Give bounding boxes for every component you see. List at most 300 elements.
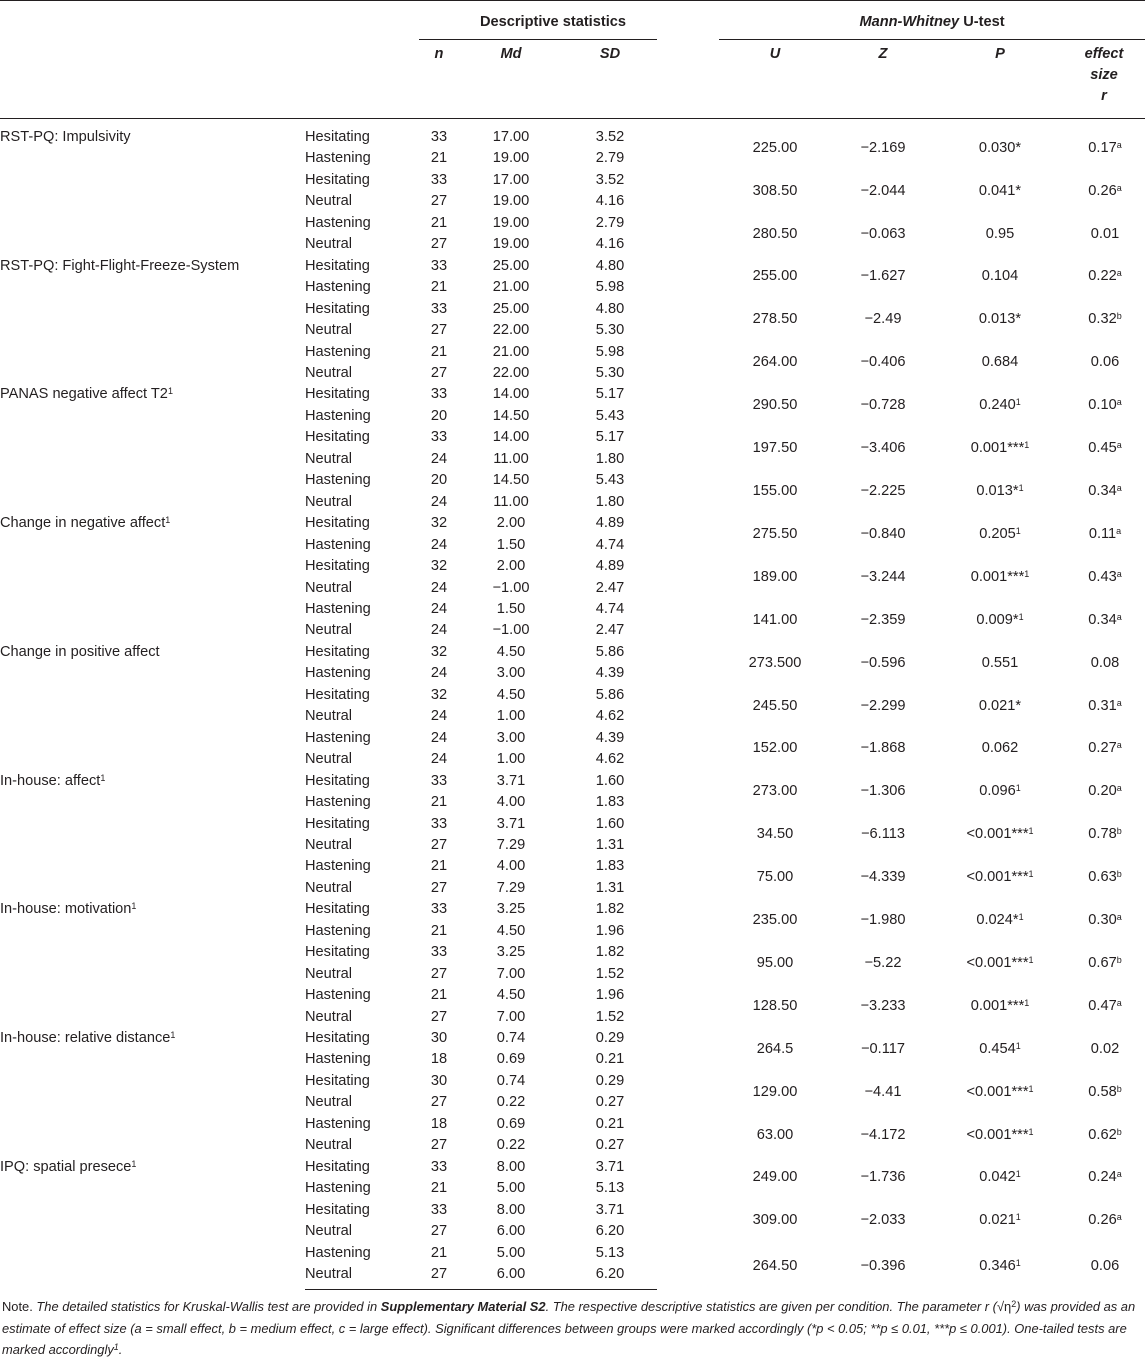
condition-cell: Hesitating bbox=[305, 429, 370, 446]
col-u-header: U bbox=[719, 40, 831, 119]
condition-cell: Hesitating bbox=[305, 643, 370, 660]
effect-size-sup: b bbox=[1116, 869, 1122, 880]
z-cell: −3.233 bbox=[860, 997, 906, 1014]
p-cell bbox=[935, 985, 1065, 1028]
sd-cell: 4.74 bbox=[595, 536, 625, 553]
n-cell: 27 bbox=[430, 879, 448, 896]
u-cell: 308.50 bbox=[752, 182, 798, 199]
p-value: <0.001*** bbox=[966, 954, 1029, 971]
effect-size-value: 0.10 bbox=[1088, 397, 1117, 414]
p-one-tailed-sup: 1 bbox=[1024, 440, 1030, 451]
p-one-tailed-sup: 1 bbox=[1018, 912, 1024, 923]
z-cell: −3.244 bbox=[860, 568, 906, 585]
effect-size-value: 0.43 bbox=[1088, 568, 1117, 585]
p-one-tailed-sup: 1 bbox=[1015, 1257, 1021, 1268]
p-value: 0.95 bbox=[985, 225, 1015, 242]
condition-cell: Hastening bbox=[305, 922, 371, 939]
condition-cell: Hesitating bbox=[305, 1201, 370, 1218]
effect-size-cell bbox=[1065, 556, 1145, 599]
condition-cell: Hastening bbox=[305, 214, 371, 231]
p-value: 0.062 bbox=[981, 740, 1019, 757]
z-cell: −1.736 bbox=[860, 1169, 906, 1186]
sd-cell: 2.47 bbox=[595, 622, 625, 639]
effect-size-value: 0.27 bbox=[1088, 740, 1117, 757]
md-cell: 14.50 bbox=[492, 472, 530, 489]
n-cell: 33 bbox=[430, 1158, 448, 1175]
sd-cell: 1.60 bbox=[595, 772, 625, 789]
sd-cell: 1.31 bbox=[595, 836, 625, 853]
col-sd-header: SD bbox=[563, 40, 657, 119]
z-cell: −3.406 bbox=[860, 440, 906, 457]
condition-cell: Neutral bbox=[305, 450, 353, 467]
n-cell: 21 bbox=[430, 987, 448, 1004]
sd-cell: 1.82 bbox=[595, 901, 625, 918]
u-cell: 75.00 bbox=[756, 869, 794, 886]
md-cell: 19.00 bbox=[492, 236, 530, 253]
p-cell bbox=[935, 728, 1065, 771]
md-cell: 1.50 bbox=[496, 536, 526, 553]
p-cell bbox=[935, 942, 1065, 985]
col-n-header: n bbox=[419, 40, 459, 119]
sd-cell: 4.89 bbox=[595, 515, 625, 532]
u-cell: 280.50 bbox=[752, 225, 798, 242]
effect-size-value: 0.02 bbox=[1090, 1040, 1120, 1057]
p-value: 0.240 bbox=[979, 397, 1016, 414]
sd-cell: 1.31 bbox=[595, 879, 625, 896]
z-cell: −0.840 bbox=[860, 525, 906, 542]
sd-cell: 4.16 bbox=[595, 236, 625, 253]
md-cell: 14.50 bbox=[492, 407, 530, 424]
md-cell: 19.00 bbox=[492, 150, 530, 167]
md-cell: 0.74 bbox=[496, 1072, 526, 1089]
condition-cell: Hesitating bbox=[305, 171, 370, 188]
condition-cell: Hesitating bbox=[305, 300, 370, 317]
condition-cell: Hesitating bbox=[305, 1030, 370, 1047]
table-note bbox=[0, 1290, 1145, 1361]
p-value: 0.096 bbox=[979, 783, 1016, 800]
condition-cell: Neutral bbox=[305, 236, 353, 253]
effect-size-sup: a bbox=[1116, 397, 1122, 408]
variable-label-sup: 1 bbox=[170, 1030, 176, 1041]
n-cell: 21 bbox=[430, 279, 448, 296]
effect-size-sup: a bbox=[1116, 440, 1122, 451]
md-cell: 8.00 bbox=[496, 1158, 526, 1175]
sd-cell: 1.83 bbox=[595, 794, 625, 811]
p-cell bbox=[935, 427, 1065, 470]
md-cell: 5.00 bbox=[496, 1180, 526, 1197]
n-cell: 27 bbox=[430, 1137, 448, 1154]
u-cell: 197.50 bbox=[752, 440, 798, 457]
p-cell bbox=[935, 685, 1065, 728]
mann-whitney-label: Mann-Whitney bbox=[859, 14, 960, 30]
effect-size-value: 0.24 bbox=[1088, 1169, 1117, 1186]
p-value: 0.684 bbox=[981, 354, 1019, 371]
spacer-cell bbox=[657, 170, 719, 213]
effect-size-value: 0.11 bbox=[1088, 525, 1117, 542]
condition-cell: Neutral bbox=[305, 493, 353, 510]
effect-size-cell bbox=[1065, 856, 1145, 899]
condition-cell: Hastening bbox=[305, 665, 371, 682]
z-cell: −0.596 bbox=[860, 654, 906, 671]
sd-cell: 5.30 bbox=[595, 322, 625, 339]
md-cell: 22.00 bbox=[492, 322, 530, 339]
p-one-tailed-sup: 1 bbox=[1024, 997, 1030, 1008]
md-cell: 6.00 bbox=[459, 1264, 563, 1290]
sd-cell: 0.29 bbox=[595, 1072, 625, 1089]
n-cell: 24 bbox=[430, 493, 448, 510]
effect-size-cell bbox=[1065, 427, 1145, 470]
p-cell bbox=[935, 856, 1065, 899]
n-cell: 18 bbox=[430, 1051, 448, 1068]
u-cell: 264.50 bbox=[752, 1257, 798, 1274]
condition-cell: Neutral bbox=[305, 622, 353, 639]
z-cell: −4.172 bbox=[860, 1126, 906, 1143]
condition-cell: Hastening bbox=[305, 407, 371, 424]
n-cell: 21 bbox=[430, 343, 448, 360]
note-one-tailed-sup: 1 bbox=[113, 1342, 119, 1353]
md-cell: 19.00 bbox=[492, 214, 530, 231]
n-cell: 32 bbox=[430, 515, 448, 532]
effect-size-value: 0.01 bbox=[1090, 225, 1120, 242]
p-one-tailed-sup: 1 bbox=[1028, 1126, 1034, 1137]
u-cell: 264.00 bbox=[752, 354, 798, 371]
p-cell bbox=[935, 1028, 1065, 1071]
md-cell: 14.00 bbox=[492, 429, 530, 446]
effect-size-cell bbox=[1065, 342, 1145, 385]
n-cell: 27 bbox=[430, 836, 448, 853]
n-cell: 33 bbox=[430, 901, 448, 918]
condition-cell: Hastening bbox=[305, 729, 371, 746]
md-cell: 25.00 bbox=[492, 300, 530, 317]
n-cell: 33 bbox=[430, 815, 448, 832]
n-cell: 27 bbox=[430, 236, 448, 253]
p-cell bbox=[935, 1071, 1065, 1114]
spacer-cell bbox=[657, 899, 719, 942]
note-text-1: The detailed statistics for Kruskal-Wallis test are provided in bbox=[36, 1299, 381, 1315]
effect-size-value: 0.63 bbox=[1088, 869, 1117, 886]
spacer-cell bbox=[657, 1071, 719, 1114]
note-text-4: . bbox=[118, 1342, 123, 1358]
effect-size-sup: a bbox=[1116, 997, 1122, 1008]
table-row bbox=[0, 119, 1145, 149]
effect-size-sup: a bbox=[1116, 568, 1122, 579]
n-cell: 33 bbox=[430, 944, 448, 961]
effect-size-value: 0.06 bbox=[1090, 1257, 1120, 1274]
md-cell: 3.25 bbox=[496, 944, 526, 961]
variable-label bbox=[0, 1157, 305, 1290]
effect-size-cell bbox=[1065, 942, 1145, 985]
effect-size-line-2: size bbox=[1090, 67, 1118, 83]
effect-size-cell bbox=[1065, 1114, 1145, 1157]
variable-label bbox=[0, 119, 305, 256]
condition-cell: Neutral bbox=[305, 751, 353, 768]
p-cell bbox=[935, 771, 1065, 814]
variable-label-sup: 1 bbox=[131, 1158, 137, 1169]
n-cell: 21 bbox=[430, 1180, 448, 1197]
effect-size-value: 0.26 bbox=[1088, 182, 1117, 199]
sd-cell: 5.17 bbox=[595, 386, 625, 403]
condition-cell: Neutral bbox=[305, 364, 353, 381]
p-one-tailed-sup: 1 bbox=[1028, 954, 1034, 965]
effect-size-cell bbox=[1065, 1200, 1145, 1243]
z-cell: −1.868 bbox=[860, 740, 906, 757]
condition-cell: Hesitating bbox=[305, 772, 370, 789]
variable-label bbox=[0, 642, 305, 771]
sd-cell: 5.86 bbox=[595, 643, 625, 660]
u-cell: 255.00 bbox=[752, 268, 798, 285]
spacer-cell bbox=[657, 771, 719, 814]
z-cell: −6.113 bbox=[861, 826, 905, 843]
effect-size-value: 0.32 bbox=[1088, 311, 1117, 328]
u-cell: 235.00 bbox=[752, 912, 798, 929]
u-cell: 34.50 bbox=[756, 826, 794, 843]
spacer-cell bbox=[657, 119, 719, 170]
condition-cell: Neutral bbox=[305, 965, 353, 982]
effect-size-sup: a bbox=[1116, 1169, 1122, 1180]
md-cell: 4.50 bbox=[496, 686, 526, 703]
table-row bbox=[0, 1028, 1145, 1049]
sd-cell: 1.80 bbox=[595, 493, 625, 510]
spacer-cell bbox=[657, 256, 719, 299]
md-cell: 0.22 bbox=[496, 1094, 526, 1111]
sd-cell: 1.80 bbox=[595, 450, 625, 467]
z-cell: −0.117 bbox=[861, 1040, 905, 1057]
effect-size-value: 0.34 bbox=[1088, 482, 1117, 499]
spacer-cell bbox=[657, 342, 719, 385]
p-cell bbox=[935, 170, 1065, 213]
sd-cell: 1.52 bbox=[595, 965, 625, 982]
sd-cell: 4.80 bbox=[595, 257, 625, 274]
p-value: 0.041* bbox=[978, 182, 1022, 199]
variable-label bbox=[0, 513, 305, 642]
effect-size-sup: b bbox=[1116, 1126, 1122, 1137]
sd-cell: 3.71 bbox=[595, 1158, 625, 1175]
condition-cell: Hesitating bbox=[305, 901, 370, 918]
md-cell: 4.00 bbox=[496, 794, 526, 811]
table-row bbox=[0, 256, 1145, 277]
z-cell: −2.044 bbox=[860, 182, 906, 199]
md-cell: 7.29 bbox=[496, 879, 526, 896]
note-text-3: ) was provided as an estimate of effect size (a = small effect, b = medium effect, c = large effect). Significant differences between groups were marked accordingly (*p < 0.05; **p ≤ 0.01, ***p ≤ 0.001). One-tailed tests are marked accordingly bbox=[2, 1299, 1136, 1358]
z-cell: −2.359 bbox=[860, 611, 906, 628]
effect-size-value: 0.30 bbox=[1088, 912, 1117, 929]
sd-cell: 1.52 bbox=[595, 1008, 625, 1025]
u-test-label: U-test bbox=[959, 14, 1005, 30]
effect-size-cell bbox=[1065, 384, 1145, 427]
md-cell: 21.00 bbox=[492, 279, 530, 296]
u-cell: 278.50 bbox=[752, 311, 798, 328]
p-cell bbox=[935, 1200, 1065, 1243]
p-cell bbox=[935, 513, 1065, 556]
p-cell bbox=[935, 642, 1065, 685]
effect-size-sup: b bbox=[1116, 311, 1122, 322]
spacer-cell bbox=[657, 685, 719, 728]
effect-size-cell bbox=[1065, 814, 1145, 857]
z-cell: −5.22 bbox=[864, 954, 902, 971]
md-cell: 7.29 bbox=[496, 836, 526, 853]
sd-cell: 5.98 bbox=[595, 343, 625, 360]
variable-label-sup: 1 bbox=[131, 901, 137, 912]
p-value: 0.551 bbox=[981, 654, 1019, 671]
p-cell bbox=[935, 384, 1065, 427]
sd-cell: 5.17 bbox=[595, 429, 625, 446]
table-row bbox=[0, 771, 1145, 792]
effect-size-sup: a bbox=[1116, 783, 1122, 794]
n-cell: 24 bbox=[430, 579, 448, 596]
condition-cell: Neutral bbox=[305, 836, 353, 853]
u-cell: 273.500 bbox=[748, 654, 802, 671]
condition-cell: Hesitating bbox=[305, 257, 370, 274]
p-cell bbox=[935, 1157, 1065, 1200]
effect-size-cell bbox=[1065, 1071, 1145, 1114]
n-cell: 27 bbox=[430, 965, 448, 982]
table-row bbox=[0, 899, 1145, 920]
effect-size-sup: a bbox=[1116, 1212, 1122, 1223]
n-cell: 33 bbox=[430, 257, 448, 274]
u-cell: 141.00 bbox=[752, 611, 798, 628]
p-one-tailed-sup: 1 bbox=[1028, 1083, 1034, 1094]
effect-size-cell bbox=[1065, 299, 1145, 342]
sd-cell: 5.13 bbox=[595, 1244, 625, 1261]
sd-cell: 4.62 bbox=[595, 708, 625, 725]
p-value: 0.042 bbox=[979, 1169, 1016, 1186]
sd-cell: 5.98 bbox=[595, 279, 625, 296]
effect-size-cell bbox=[1065, 642, 1145, 685]
p-cell bbox=[935, 256, 1065, 299]
u-cell: 245.50 bbox=[752, 697, 798, 714]
effect-size-value: 0.22 bbox=[1088, 268, 1117, 285]
sd-cell: 2.47 bbox=[595, 579, 625, 596]
statistics-table bbox=[0, 1, 1145, 1290]
md-cell: −1.00 bbox=[492, 622, 530, 639]
effect-size-value: 0.62 bbox=[1088, 1126, 1117, 1143]
z-cell: −2.033 bbox=[860, 1212, 906, 1229]
effect-size-value: 0.34 bbox=[1088, 611, 1117, 628]
variable-label bbox=[0, 899, 305, 1028]
spacer-cell bbox=[657, 1243, 719, 1290]
sd-cell: 4.62 bbox=[595, 751, 625, 768]
md-cell: 3.71 bbox=[496, 815, 526, 832]
md-cell: −1.00 bbox=[492, 579, 530, 596]
n-cell: 33 bbox=[430, 429, 448, 446]
sd-cell: 4.80 bbox=[595, 300, 625, 317]
md-cell: 1.00 bbox=[496, 708, 526, 725]
effect-size-cell bbox=[1065, 599, 1145, 642]
condition-cell: Hesitating bbox=[305, 558, 370, 575]
p-one-tailed-sup: 1 bbox=[1015, 1212, 1021, 1223]
n-cell: 24 bbox=[430, 622, 448, 639]
variable-label-text: IPQ: spatial presece bbox=[0, 1158, 132, 1175]
p-one-tailed-sup: 1 bbox=[1018, 482, 1024, 493]
z-cell: −0.728 bbox=[860, 397, 906, 414]
z-cell: −0.406 bbox=[860, 354, 906, 371]
effect-size-cell bbox=[1065, 1157, 1145, 1200]
md-cell: 21.00 bbox=[492, 343, 530, 360]
u-cell: 273.00 bbox=[752, 783, 798, 800]
p-value: <0.001*** bbox=[966, 1126, 1029, 1143]
p-one-tailed-sup: 1 bbox=[1015, 397, 1021, 408]
md-cell: 4.50 bbox=[496, 987, 526, 1004]
u-cell: 275.50 bbox=[752, 525, 798, 542]
u-cell: 152.00 bbox=[752, 740, 798, 757]
p-cell bbox=[935, 814, 1065, 857]
effect-size-value: 0.20 bbox=[1088, 783, 1117, 800]
p-one-tailed-sup: 1 bbox=[1015, 525, 1021, 536]
p-value: <0.001*** bbox=[966, 869, 1029, 886]
variable-label-sup: 1 bbox=[165, 515, 171, 526]
condition-cell: Hastening bbox=[305, 600, 371, 617]
condition-cell: Hastening bbox=[305, 1115, 371, 1132]
n-cell: 32 bbox=[430, 558, 448, 575]
md-cell: 0.22 bbox=[496, 1137, 526, 1154]
md-cell: 0.69 bbox=[496, 1051, 526, 1068]
effect-size-cell bbox=[1065, 213, 1145, 256]
effect-size-value: 0.45 bbox=[1088, 440, 1117, 457]
variable-label bbox=[0, 771, 305, 900]
md-cell: 17.00 bbox=[492, 129, 530, 145]
md-cell: 14.00 bbox=[492, 386, 530, 403]
sd-cell: 5.13 bbox=[595, 1180, 625, 1197]
spacer-cell bbox=[657, 556, 719, 599]
md-cell: 3.71 bbox=[496, 772, 526, 789]
condition-cell: Hastening bbox=[305, 279, 371, 296]
spacer-cell bbox=[657, 985, 719, 1028]
u-cell: 225.00 bbox=[752, 139, 798, 156]
sd-cell: 1.60 bbox=[595, 815, 625, 832]
condition-cell: Hesitating bbox=[305, 386, 370, 403]
md-cell: 1.00 bbox=[496, 751, 526, 768]
md-cell: 7.00 bbox=[496, 1008, 526, 1025]
variable-label bbox=[0, 1028, 305, 1157]
effect-size-value: 0.06 bbox=[1090, 354, 1120, 371]
spacer-cell bbox=[657, 942, 719, 985]
u-cell: 129.00 bbox=[752, 1083, 798, 1100]
sd-cell: 1.96 bbox=[595, 987, 625, 1004]
sd-cell: 1.83 bbox=[595, 858, 625, 875]
sd-cell: 3.52 bbox=[595, 129, 625, 145]
p-one-tailed-sup: 1 bbox=[1015, 1169, 1021, 1180]
sd-cell: 4.89 bbox=[595, 558, 625, 575]
p-value: 0.021* bbox=[978, 697, 1022, 714]
n-cell: 32 bbox=[430, 643, 448, 660]
n-cell: 27 bbox=[430, 1223, 448, 1240]
z-cell: −4.339 bbox=[860, 869, 906, 886]
spacer-cell bbox=[657, 856, 719, 899]
n-cell: 24 bbox=[430, 450, 448, 467]
sd-cell: 5.86 bbox=[595, 686, 625, 703]
effect-size-sup: a bbox=[1116, 182, 1122, 193]
sd-cell: 5.43 bbox=[595, 407, 625, 424]
md-cell: 22.00 bbox=[492, 364, 530, 381]
effect-size-value: 0.78 bbox=[1088, 826, 1117, 843]
p-value: 0.001*** bbox=[970, 997, 1025, 1014]
condition-cell: Hastening bbox=[305, 472, 371, 489]
md-cell: 8.00 bbox=[496, 1201, 526, 1218]
z-cell: −2.225 bbox=[860, 482, 906, 499]
md-cell: 17.00 bbox=[492, 171, 530, 188]
note-supplementary-link: Supplementary Material S2 bbox=[380, 1299, 546, 1315]
table-body bbox=[0, 119, 1145, 1290]
n-cell: 24 bbox=[430, 751, 448, 768]
effect-size-value: 0.08 bbox=[1090, 654, 1120, 671]
condition-cell: Hesitating bbox=[305, 686, 370, 703]
condition-cell: Neutral bbox=[305, 708, 353, 725]
p-cell bbox=[935, 899, 1065, 942]
md-cell: 3.00 bbox=[496, 729, 526, 746]
sd-cell: 0.21 bbox=[595, 1115, 625, 1132]
note-lead: Note. bbox=[2, 1299, 37, 1315]
variable-label-text: PANAS negative affect T2 bbox=[0, 386, 168, 403]
